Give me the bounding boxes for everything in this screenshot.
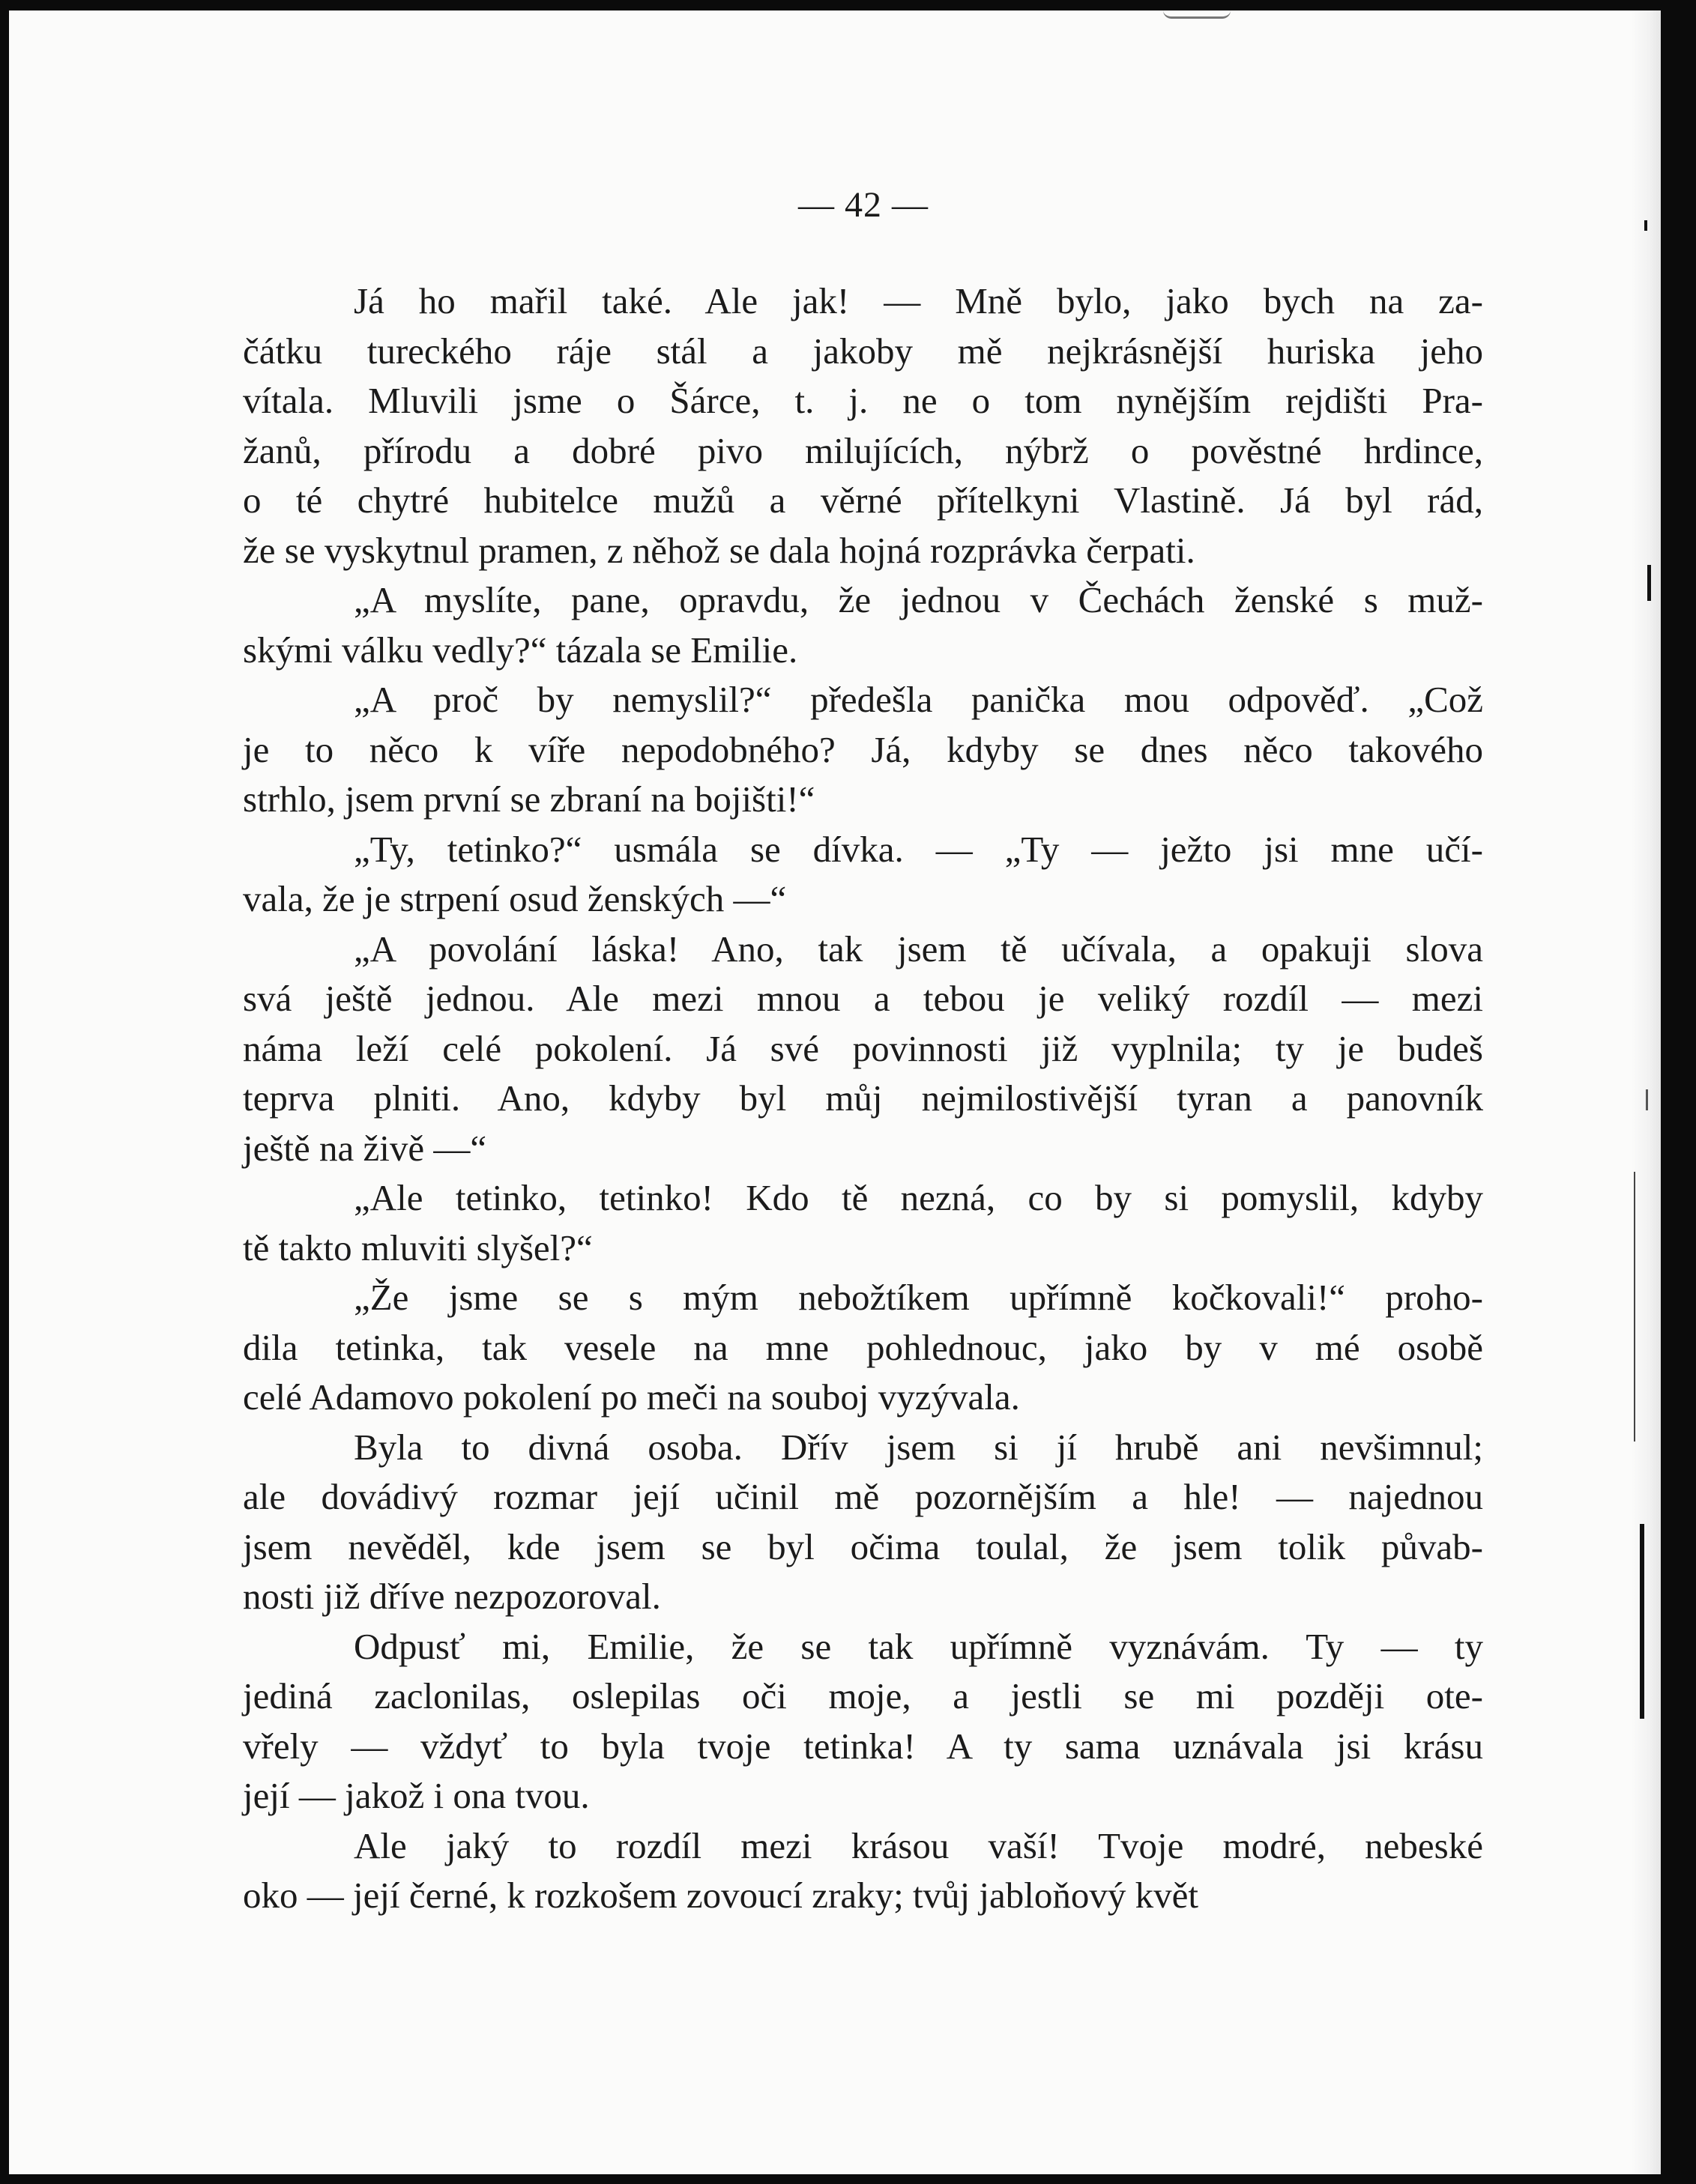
edge-mark (1640, 1524, 1644, 1719)
edge-mark (1647, 565, 1651, 601)
paragraph (243, 1173, 1483, 1273)
paragraph (243, 675, 1483, 825)
text-line: „Ty, tetinko?“ usmála se dívka. — „Ty — ježto jsi mne učí- (354, 828, 1483, 870)
text-line: Byla to divná osoba. Dřív jsem si jí hrubě ani nevšimnul; (354, 1426, 1483, 1468)
paragraph (243, 825, 1483, 925)
text-line: „A proč by nemyslil?“ předešla panička mou odpověď. „Což (354, 679, 1483, 720)
text-line: Odpusť mi, Emilie, že se tak upřímně vyznávám. Ty — ty (354, 1625, 1483, 1667)
text-line: vala, že je strpení osud ženských —“ (243, 878, 787, 919)
text-line: o té chytré hubitelce mužů a věrné přítelkyni Vlastině. Já byl rád, (243, 480, 1483, 521)
edge-mark (1634, 1172, 1635, 1442)
text-line: teprva plniti. Ano, kdyby byl můj nejmilostivější tyran a panovník (243, 1077, 1483, 1119)
edge-mark (1646, 1089, 1648, 1110)
text-line: dila tetinka, tak vesele na mne pohlednouc, jako by v mé osobě (243, 1326, 1483, 1368)
text-line: skými válku vedly?“ tázala se Emilie. (243, 629, 798, 671)
text-line: oko — její černé, k rozkošem zovoucí zraky; tvůj jabloňový květ (243, 1875, 1199, 1916)
page-text (243, 276, 1483, 1921)
paragraph (243, 1821, 1483, 1921)
text-line: celé Adamovo pokolení po meči na souboj vyzývala. (243, 1376, 1020, 1418)
paragraph (243, 1622, 1483, 1821)
text-line: ale dovádivý rozmar její učinil mě pozornějším a hle! — najednou (243, 1476, 1483, 1517)
paragraph (243, 1273, 1483, 1423)
text-line: jediná zaclonilas, oslepilas oči moje, a jestli se mi později ote- (243, 1675, 1483, 1716)
text-line: Ale jaký to rozdíl mezi krásou vaší! Tvoje modré, nebeské (354, 1824, 1483, 1866)
text-line: žanů, přírodu a dobré pivo milujících, nýbrž o pověstné hrdince, (243, 429, 1483, 471)
text-line: ještě na živě —“ (243, 1127, 487, 1169)
text-line: nosti již dříve nezpozoroval. (243, 1576, 661, 1617)
paragraph (243, 575, 1483, 675)
page-number: — 42 — (798, 185, 929, 225)
paragraph (243, 925, 1483, 1174)
text-line: „Ale tetinko, tetinko! Kdo tě nezná, co by si pomyslil, kdyby (354, 1177, 1483, 1218)
edge-mark (1644, 220, 1647, 231)
text-line: náma leží celé pokolení. Já své povinnosti již vyplnila; ty je budeš (243, 1027, 1483, 1069)
text-line: že se vyskytnul pramen, z něhož se dala hojná rozprávka čerpati. (243, 529, 1195, 571)
text-line: vřely — vždyť to byla tvoje tetinka! A ty sama uznávala jsi krásu (243, 1725, 1483, 1767)
scan-artifact (1163, 10, 1231, 19)
text-line: čátku tureckého ráje stál a jakoby mě nejkrásnější huriska jeho (243, 330, 1483, 372)
text-line: vítala. Mluvili jsme o Šárce, t. j. ne o tom nynějším rejdišti Pra- (243, 380, 1483, 421)
book-page (9, 10, 1661, 2174)
text-line: svá ještě jednou. Ale mezi mnou a tebou je veliký rozdíl — mezi (243, 978, 1483, 1019)
paragraph (243, 276, 1483, 575)
text-line: jsem nevěděl, kde jsem se byl očima toulal, že jsem tolik půvab- (243, 1525, 1483, 1567)
text-line: její — jakož i ona tvou. (243, 1775, 590, 1816)
page-edge-shadow (1631, 10, 1661, 2174)
text-line: tě takto mluviti slyšel?“ (243, 1226, 593, 1268)
text-line: „Že jsme se s mým nebožtíkem upřímně kočkovali!“ proho- (354, 1277, 1483, 1318)
text-line: je to něco k víře nepodobného? Já, kdyby se dnes něco takového (243, 728, 1483, 770)
text-line: strhlo, jsem první se zbraní na bojišti!“ (243, 778, 815, 820)
paragraph (243, 1423, 1483, 1622)
text-line: „A povolání láska! Ano, tak jsem tě učívala, a opakuji slova (354, 928, 1483, 970)
text-line: „A myslíte, pane, opravdu, že jednou v Čechách ženské s muž- (354, 579, 1483, 620)
text-line: Já ho mařil také. Ale jak! — Mně bylo, jako bych na za- (354, 280, 1483, 321)
